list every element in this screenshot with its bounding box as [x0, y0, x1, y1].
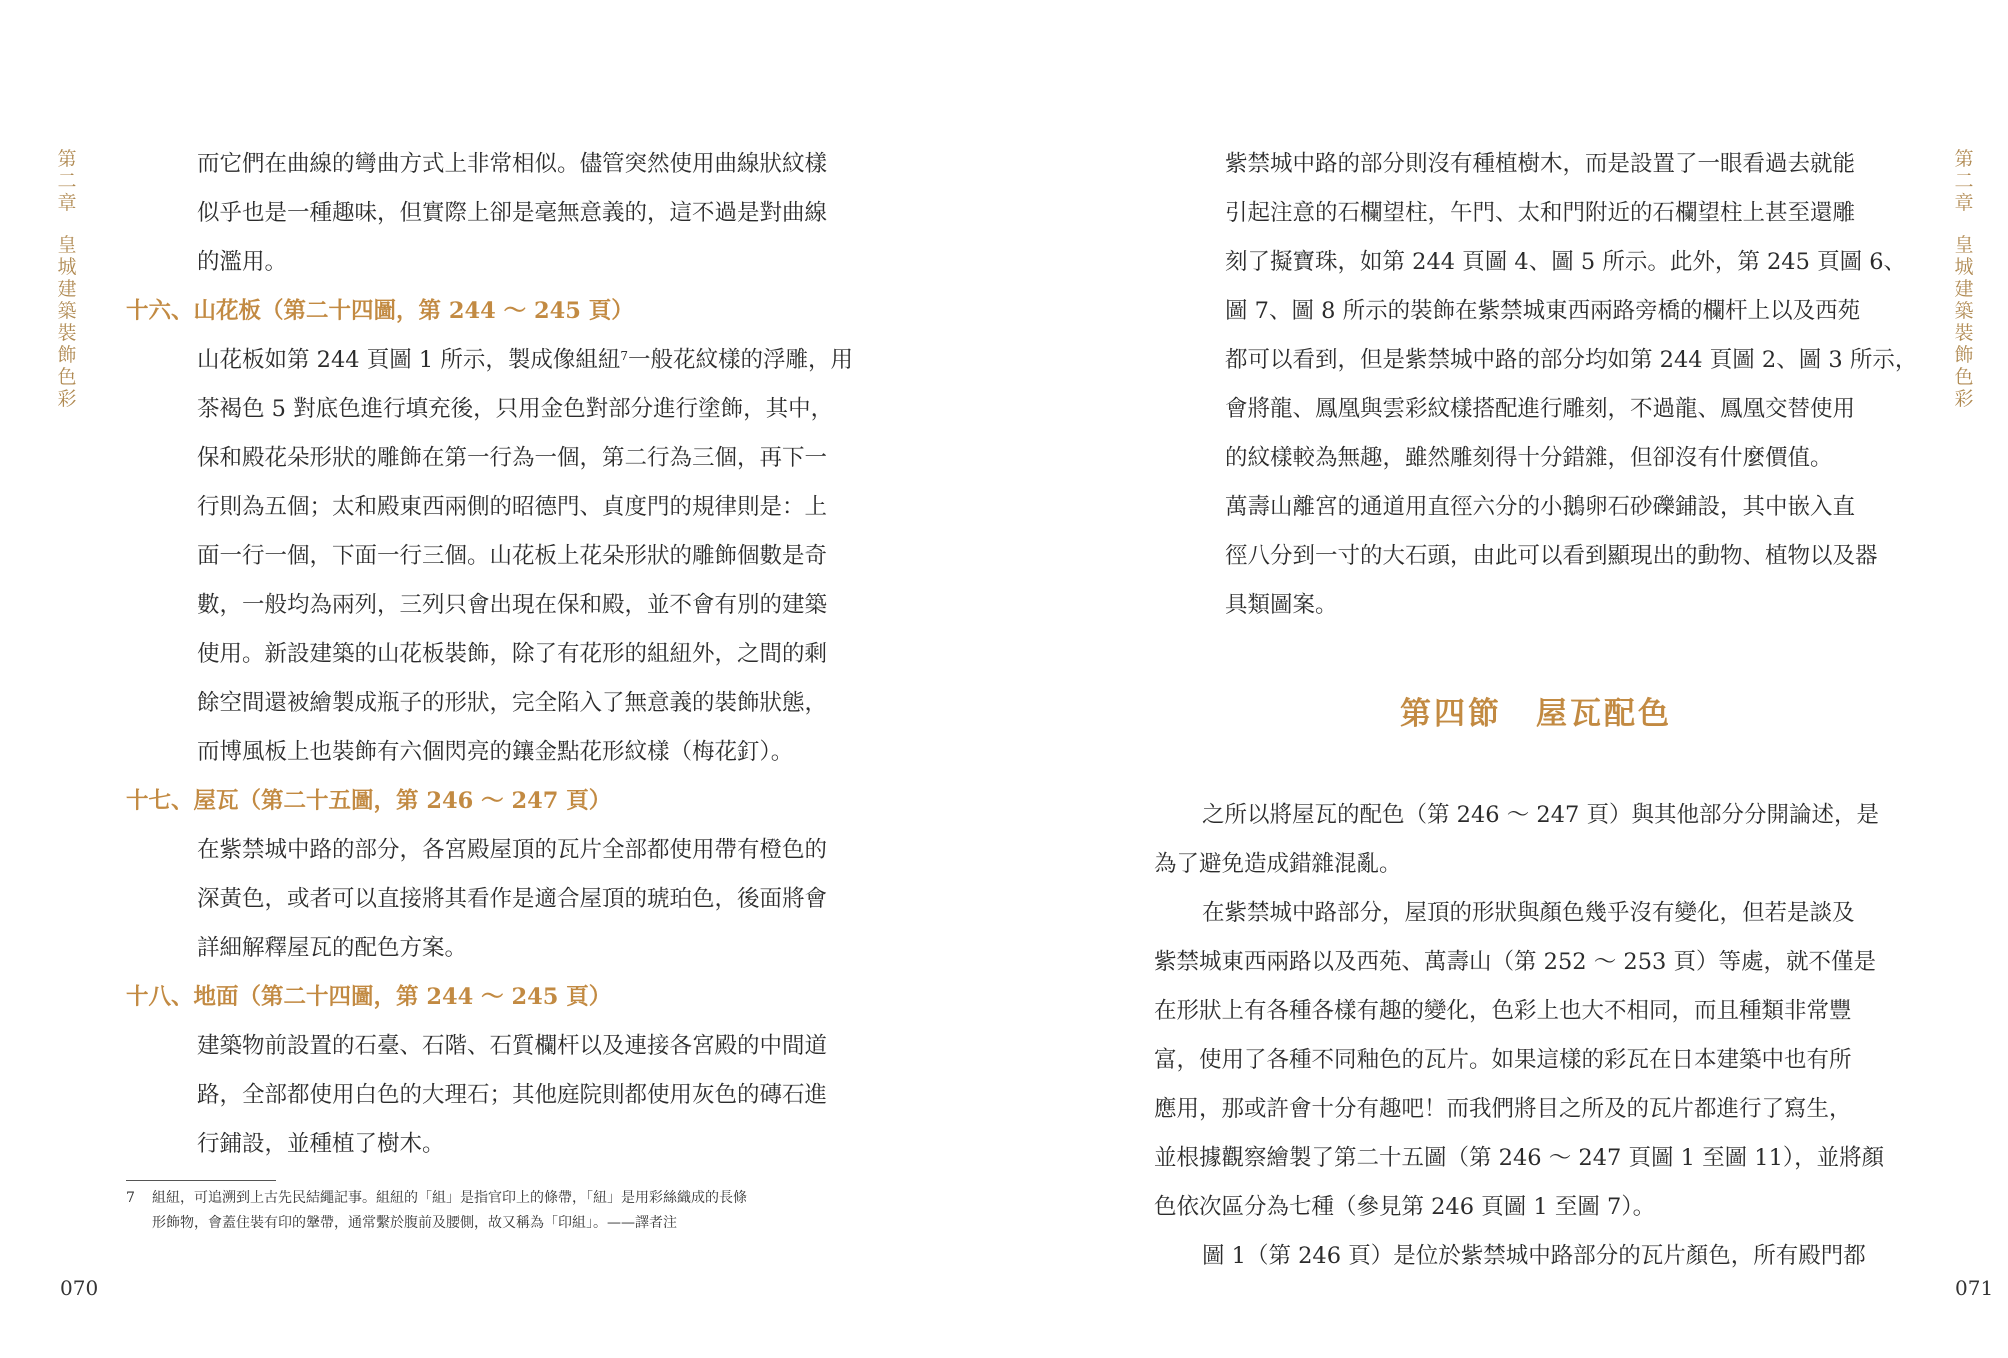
text-line: 並根據觀察繪製了第二十五圖（第 246 ～ 247 頁圖 1 至圖 11），並將顏	[1154, 1145, 1885, 1171]
section-16-body	[126, 336, 886, 777]
running-head-chapter: 第二章	[57, 148, 77, 214]
body-paragraph	[1154, 791, 1918, 889]
text-line: 會將龍、鳳凰與雲彩紋樣搭配進行雕刻，不過龍、鳳凰交替使用	[1225, 396, 1856, 422]
text-line: 的紋樣較為無趣，雖然雕刻得十分錯雜，但卻沒有什麼價值。	[1225, 445, 1833, 471]
section-17-body	[126, 826, 886, 973]
text-line: 紫禁城東西兩路以及西苑、萬壽山（第 252 ～ 253 頁）等處，就不僅是	[1154, 949, 1877, 975]
running-head-title: 皇城建築裝飾色彩	[57, 234, 77, 410]
text-line: 山花板如第 244 頁圖 1 所示，製成像組紐$^7$一般花紋樣的浮雕，用	[197, 347, 854, 373]
text-line: 面一行一個，下面一行三個。山花板上花朵形狀的雕飾個數是奇	[197, 543, 828, 569]
text-line: 在紫禁城中路部分，屋頂的形狀與顏色幾乎沒有變化，但若是談及	[1202, 900, 1855, 926]
left-text-block	[126, 140, 886, 1169]
text-line: 行則為五個；太和殿東西兩側的昭德門、貞度門的規律則是：上	[197, 494, 828, 520]
footnote-ref[interactable]: 7	[620, 349, 629, 363]
intro-paragraph	[126, 140, 886, 287]
text-line: 引起注意的石欄望柱，午門、太和門附近的石欄望柱上甚至還雕	[1225, 200, 1856, 226]
text-line: 在紫禁城中路的部分，各宮殿屋頂的瓦片全部都使用帶有橙色的	[197, 837, 828, 863]
text-line: 使用。新設建築的山花板裝飾，除了有花形的組紐外，之間的剩	[197, 641, 828, 667]
section-18-body	[126, 1022, 886, 1169]
footnote-line: 7 組紐，可追溯到上古先民結繩記事。組紐的「組」是指官印上的條帶，「紐」是用彩絲織成的長條	[126, 1186, 886, 1211]
text-line: 詳細解釋屋瓦的配色方案。	[197, 935, 468, 961]
text-line: 紫禁城中路的部分則沒有種植樹木，而是設置了一眼看過去就能	[1225, 151, 1856, 177]
text-line: 之所以將屋瓦的配色（第 246 ～ 247 頁）與其他部分分開論述，是	[1202, 802, 1880, 828]
text-line: 數，一般均為兩列，三列只會出現在保和殿，並不會有別的建築	[197, 592, 828, 618]
text-line: 行鋪設，並種植了樹木。	[197, 1131, 445, 1157]
text-line: 的濫用。	[197, 249, 288, 275]
text-line: 餘空間還被繪製成瓶子的形狀，完全陷入了無意義的裝飾狀態，	[197, 690, 828, 716]
text-line: 具類圖案。	[1225, 592, 1338, 618]
running-head-chapter: 第二章	[1954, 148, 1974, 214]
paragraph-columns	[1154, 140, 1918, 630]
section-heading-17: 十七、屋瓦（第二十五圖，第 246 ～ 247 頁）	[126, 788, 612, 814]
text-line: 萬壽山離宮的通道用直徑六分的小鵝卵石砂礫鋪設，其中嵌入直	[1225, 494, 1856, 520]
running-head-title: 皇城建築裝飾色彩	[1954, 234, 1974, 410]
text-line: 茶褐色 5 對底色進行填充後，只用金色對部分進行塗飾，其中，	[197, 396, 834, 422]
text-line: 而它們在曲線的彎曲方式上非常相似。儘管突然使用曲線狀紋樣	[197, 151, 828, 177]
text-line: 在形狀上有各種各樣有趣的變化，色彩上也大不相同，而且種類非常豐	[1154, 998, 1852, 1024]
text-line: 為了避免造成錯雜混亂。	[1154, 851, 1402, 877]
body-paragraph	[1154, 1232, 1918, 1281]
right-running-head	[1952, 148, 1976, 410]
text-line: 保和殿花朵形狀的雕飾在第一行為一個，第二行為三個，再下一	[197, 445, 828, 471]
text-line: 色依次區分為七種（參見第 246 頁圖 1 至圖 7）。	[1154, 1194, 1656, 1220]
text-line: 建築物前設置的石臺、石階、石質欄杆以及連接各宮殿的中間道	[197, 1033, 828, 1059]
footnote-line: 形飾物，會蓋住裝有印的鞶帶，通常繫於腹前及腰側，故又稱為「印組」。——譯者注	[152, 1215, 677, 1231]
text-line: 深黃色，或者可以直接將其看作是適合屋頂的琥珀色，後面將會	[197, 886, 828, 912]
body-paragraph	[1154, 889, 1918, 1232]
text-line: 應用，那或許會十分有趣吧！而我們將目之所及的瓦片都進行了寫生，	[1154, 1096, 1852, 1122]
text-line: 圖 1（第 246 頁）是位於紫禁城中路部分的瓦片顏色，所有殿門都	[1202, 1243, 1866, 1269]
footnote-rule	[126, 1180, 276, 1181]
text-line: 都可以看到，但是紫禁城中路的部分均如第 244 頁圖 2、圖 3 所示，	[1225, 347, 1918, 373]
right-page	[1004, 0, 2008, 1358]
text-line: 而博風板上也裝飾有六個閃亮的鑲金點花形紋樣（梅花釘）。	[197, 739, 794, 765]
right-text-block	[1154, 140, 1918, 1281]
section-title: 第四節 屋瓦配色	[1400, 696, 1672, 732]
text-line: 刻了擬寶珠，如第 244 頁圖 4、圖 5 所示。此外，第 245 頁圖 6、	[1225, 249, 1907, 275]
page-number-left: 070	[60, 1276, 99, 1300]
section-heading-16: 十六、山花板（第二十四圖，第 244 ～ 245 頁）	[126, 298, 634, 324]
left-running-head	[55, 148, 79, 410]
footnote-number: 7	[126, 1190, 135, 1206]
text-line: 圖 7、圖 8 所示的裝飾在紫禁城東西兩路旁橋的欄杆上以及西苑	[1225, 298, 1861, 324]
footnote	[126, 1186, 886, 1236]
text-line: 徑八分到一寸的大石頭，由此可以看到顯現出的動物、植物以及器	[1225, 543, 1878, 569]
section-heading-18: 十八、地面（第二十四圖，第 244 ～ 245 頁）	[126, 984, 612, 1010]
text-line: 似乎也是一種趣味，但實際上卻是毫無意義的，這不過是對曲線	[197, 200, 828, 226]
text-line: 富，使用了各種不同釉色的瓦片。如果這樣的彩瓦在日本建築中也有所	[1154, 1047, 1852, 1073]
text-line: 路，全部都使用白色的大理石；其他庭院則都使用灰色的磚石進	[197, 1082, 828, 1108]
page-number-right: 071	[1955, 1276, 1994, 1300]
